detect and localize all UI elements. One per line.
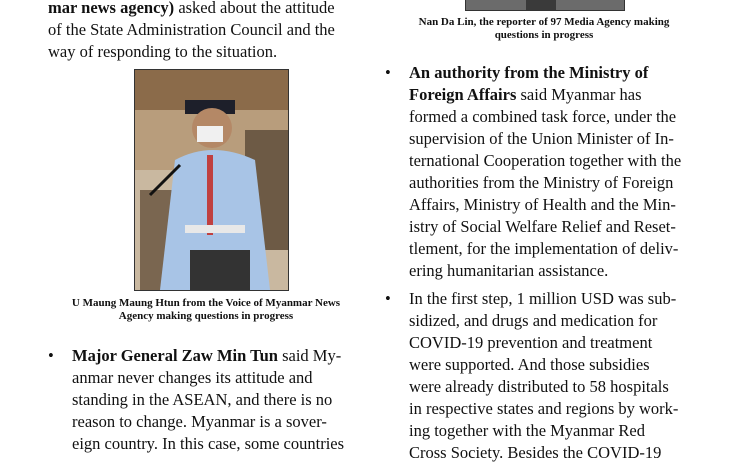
bullet-dot: • xyxy=(385,63,391,82)
left-bullet-1-bold: Major General Zaw Min Tun xyxy=(72,346,278,365)
left-photo-caption: U Maung Maung Htun from the Voice of Myanmar News Agency making questions in progress xyxy=(71,297,341,322)
left-column xyxy=(48,0,364,455)
right-photo-caption: Nan Da Lin, the reporter of 97 Media Agency making questions in progress xyxy=(418,16,670,41)
left-bullet-1: • Major General Zaw Min Tun said My- anmar never changes its attitude and standing in the ASEAN, and there is no reason to change. Myanmar is a sover- eign country. In this case, some countries xyxy=(48,346,345,453)
bullet-dot: • xyxy=(48,346,54,365)
photo-reporter-nan-da-lin xyxy=(465,0,625,11)
photo-reporter-maung-maung-htun xyxy=(134,69,289,291)
right-column xyxy=(385,0,703,464)
right-bullet-2: • In the first step, 1 million USD was sub- sidized, and drugs and medication for COVID-19 prevention and treatment were supported. And those subsidies were already distributed to 58 hospitals in respective states and regions by work- ing together with the Myanmar Red Cross Society. Besides the COVID-19 xyxy=(385,289,679,462)
right-bullet-1: • An authority from the Ministry of Foreign Affairs said Myanmar has formed a combined task force, under the supervision of the Union Minister of In- ternational Cooperation together with the authorities from the Ministry of Foreign Affairs, Ministry of Health and the Min- istry of Social Welfare Relief and Reset- tlement, for the implementation of deliv- ering humanitarian assistance. xyxy=(385,63,682,280)
bullet-dot: • xyxy=(385,289,391,308)
intro-bold: mar news agency) xyxy=(48,0,175,17)
intro-paragraph: mar news agency) asked about the attitude of the State Administration Council and the way of responding to the situation. xyxy=(48,0,335,61)
